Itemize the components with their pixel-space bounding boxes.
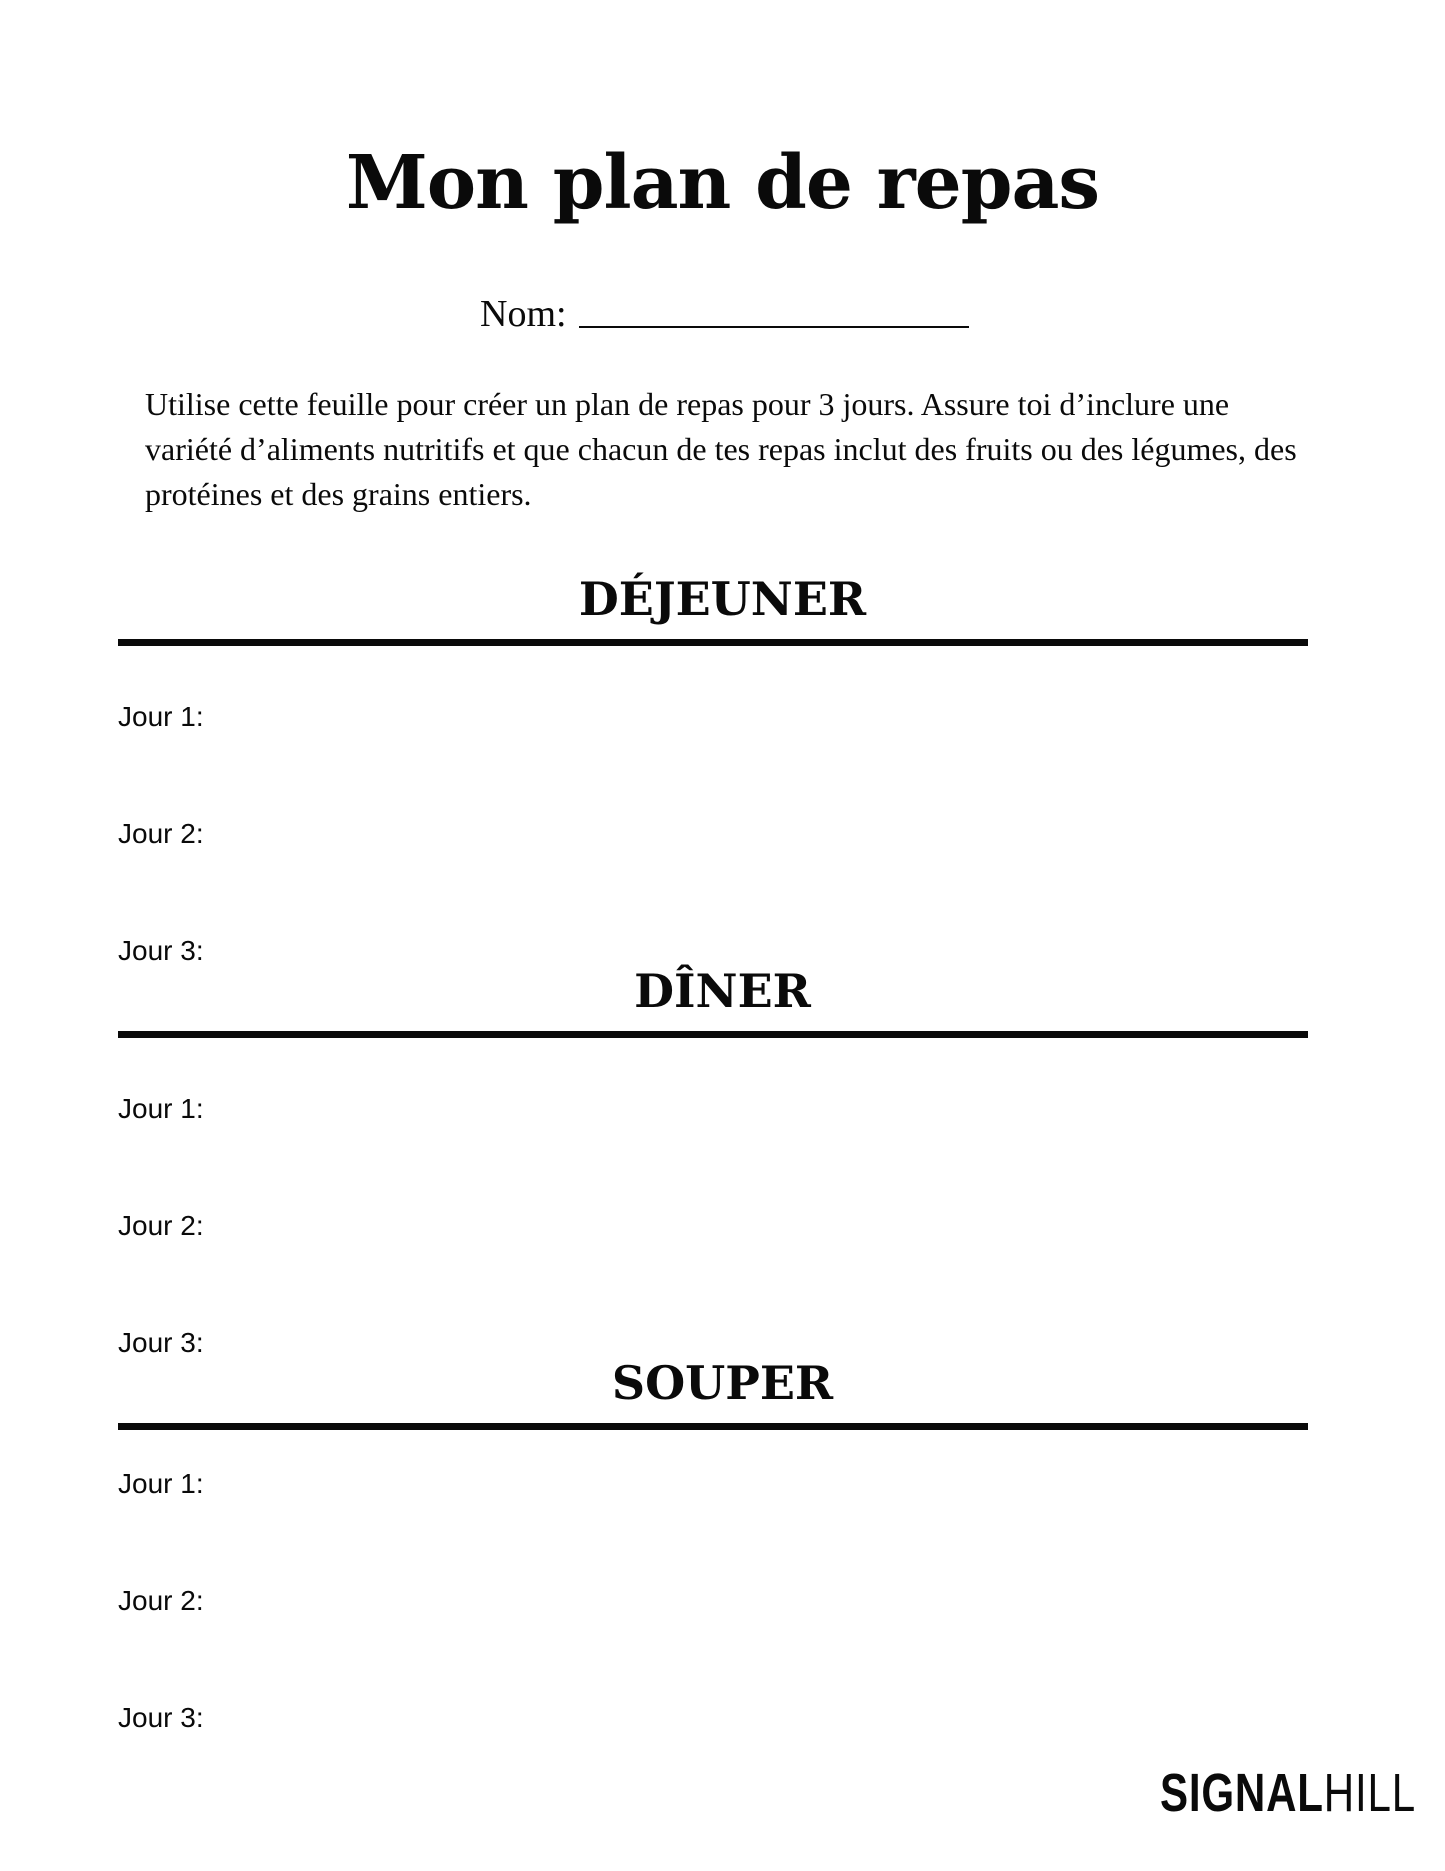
name-field [480,292,969,336]
instructions: Utilise cette feuille pour créer un plan de repas pour 3 jours. Assure toi d’inclure une variété d’aliments nutritifs et que chacun de tes repas inclut des fruits ou des légumes, des protéines et des grains entiers. [145,386,1297,512]
section-rule-souper [118,1423,1308,1430]
diner-day-2-label: Jour 2: [118,1210,204,1241]
name-label: Nom: [480,293,567,335]
section-title-diner: DÎNER [634,964,811,1018]
logo-text-signal: SIGNAL [1160,1763,1324,1823]
section-rule-dejeuner [118,639,1308,646]
diner-day-1-label: Jour 1: [118,1093,204,1124]
signalhill-logo [1160,1762,1416,1824]
souper-day-1-label: Jour 1: [118,1468,204,1499]
section-rule-diner [118,1031,1308,1038]
diner-day-3-label: Jour 3: [118,1327,204,1358]
logo-text-hill: HILL [1323,1763,1416,1823]
dejeuner-day-3-label: Jour 3: [118,935,204,966]
name-input-line[interactable] [579,326,969,328]
section-title-souper: SOUPER [611,1356,834,1410]
page-title: Mon plan de repas [345,140,1100,226]
dejeuner-day-2-label: Jour 2: [118,818,204,849]
souper-day-2-label: Jour 2: [118,1585,204,1616]
section-title-dejeuner: DÉJEUNER [578,572,867,626]
dejeuner-day-1-label: Jour 1: [118,701,204,732]
souper-day-3-label: Jour 3: [118,1702,204,1733]
